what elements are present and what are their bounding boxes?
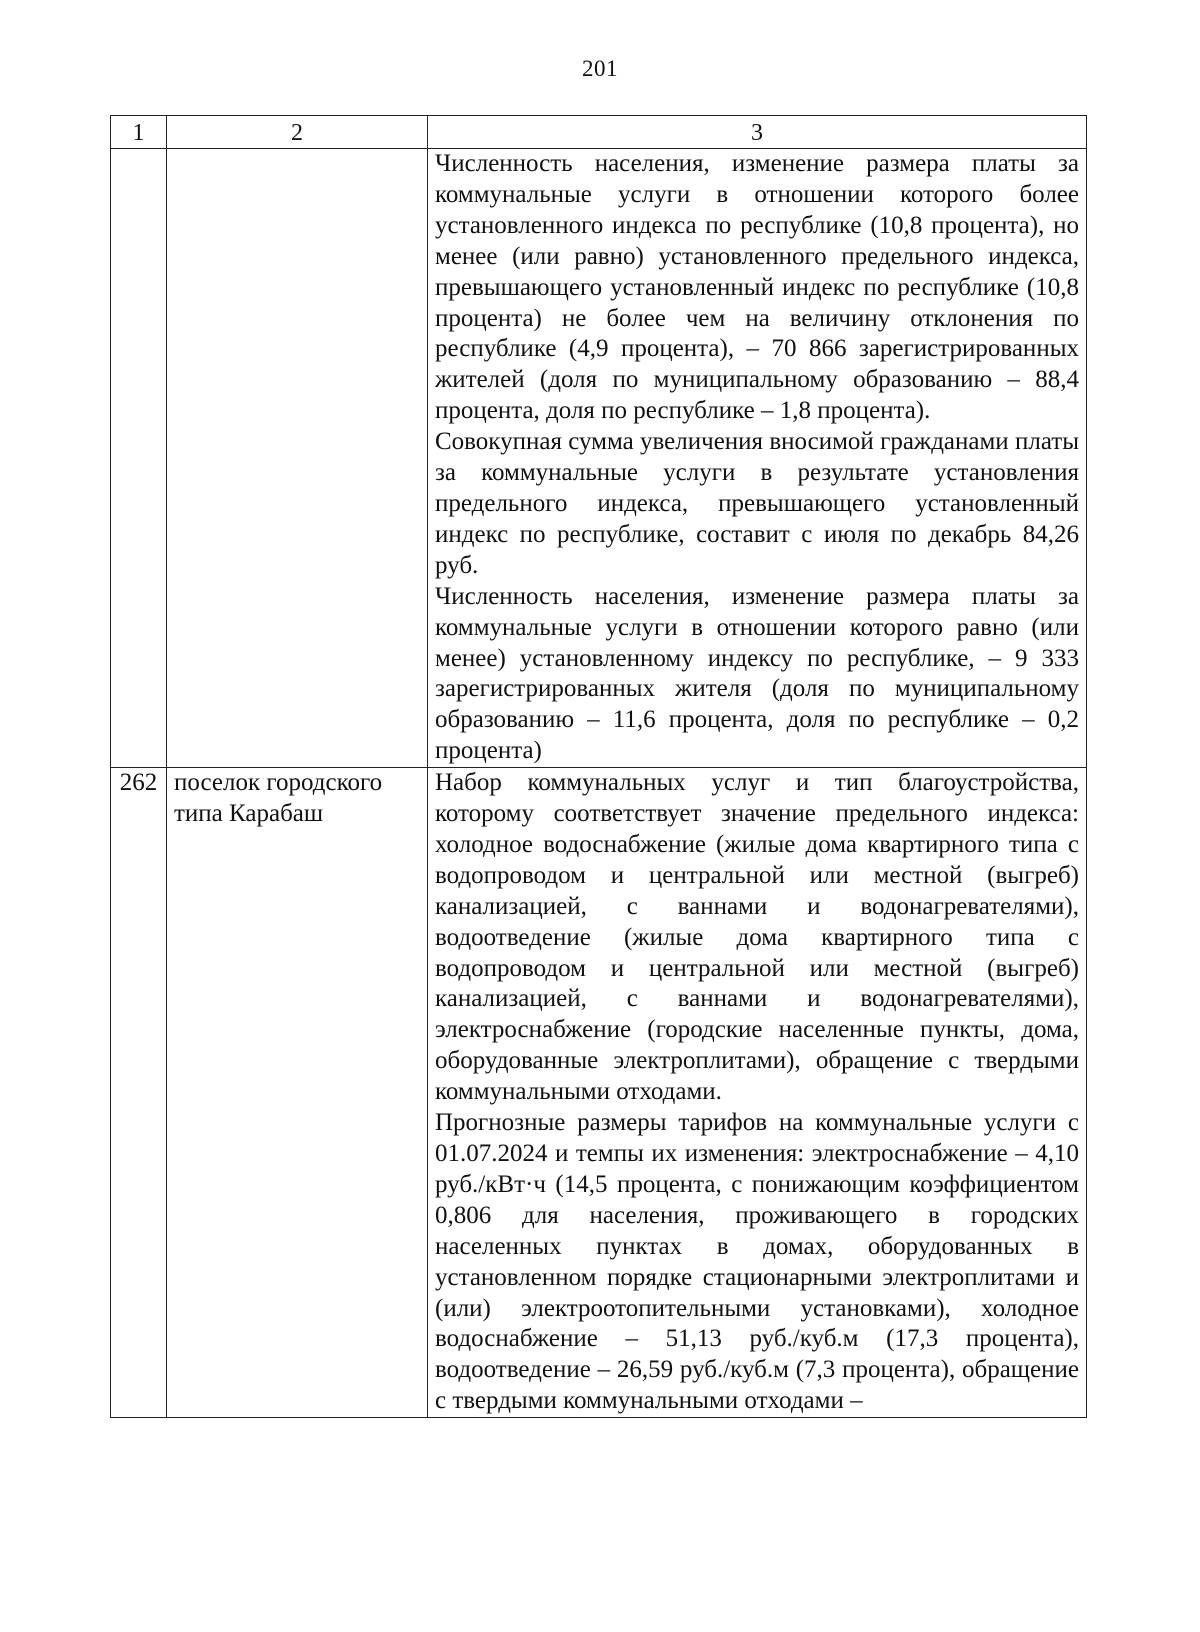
municipality-name-cell: [167, 149, 428, 768]
paragraph: Совокупная сумма увеличения вносимой гражданами платы за коммунальные услуги в результате установления предельного индекса, превышающего установленный индекс по республике, составит с июля по декабрь 84,26 руб.: [435, 428, 1079, 579]
description-cell: [428, 768, 1087, 1418]
document-table: [110, 115, 1087, 1418]
row-number-cell: [111, 149, 167, 768]
column-header-2: 2: [167, 116, 428, 149]
table-row: [111, 149, 1087, 768]
paragraph: Прогнозные размеры тарифов на коммунальные услуги с 01.07.2024 и темпы их изменения: электроснабжение – 4,10 руб./кВт·ч (14,5 процента, с понижающим коэффициентом 0,806 для населения, проживающего в городских населенных пунктах в домах, оборудованных в установленном порядке стационарными электроплитами и (или) электроотопительными установками), холодное водоснабжение – 51,13 руб./куб.м (17,3 процента), водоотведение – 26,59 руб./куб.м (7,3 процента), обращение с твердыми коммунальными отходами –: [435, 1109, 1079, 1415]
paragraph: Численность населения, изменение размера платы за коммунальные услуги в отношении которого более установленного индекса по республике (10,8 процента), но менее (или равно) установленного предельного индекса, превышающего установленный индекс по республике (10,8 процента) не более чем на величину отклонения по республике (4,9 процента), – 70 866 зарегистрированных жителей (доля по муниципальному образованию – 88,4 процента, доля по республике – 1,8 процента).: [435, 150, 1079, 425]
paragraph: Набор коммунальных услуг и тип благоустройства, которому соответствует значение предельного индекса: холодное водоснабжение (жилые дома квартирного типа с водопроводом и центральной или местной (выгреб) канализацией, с ваннами и водонагревателями), водоотведение (жилые дома квартирного типа с водопроводом и центральной или местной (выгреб) канализацией, с ваннами и водонагревателями), электроснабжение (городские населенные пункты, дома, оборудованные электроплитами), обращение с твердыми коммунальными отходами.: [435, 769, 1079, 1106]
paragraph: Численность населения, изменение размера платы за коммунальные услуги в отношении которого равно (или менее) установленному индексу по республике, – 9 333 зарегистрированных жителя (доля по муниципальному образованию – 11,6 процента, доля по республике – 0,2 процента): [435, 582, 1079, 765]
page-number: 201: [582, 56, 618, 81]
table-header-row: [111, 116, 1087, 149]
column-header-1: 1: [111, 116, 167, 149]
column-header-3: 3: [428, 116, 1087, 149]
description-cell: [428, 149, 1087, 768]
table-row: [111, 768, 1087, 1418]
municipality-name-cell: поселок городского типа Карабаш: [167, 768, 428, 1418]
row-number-cell: 262: [111, 768, 167, 1418]
